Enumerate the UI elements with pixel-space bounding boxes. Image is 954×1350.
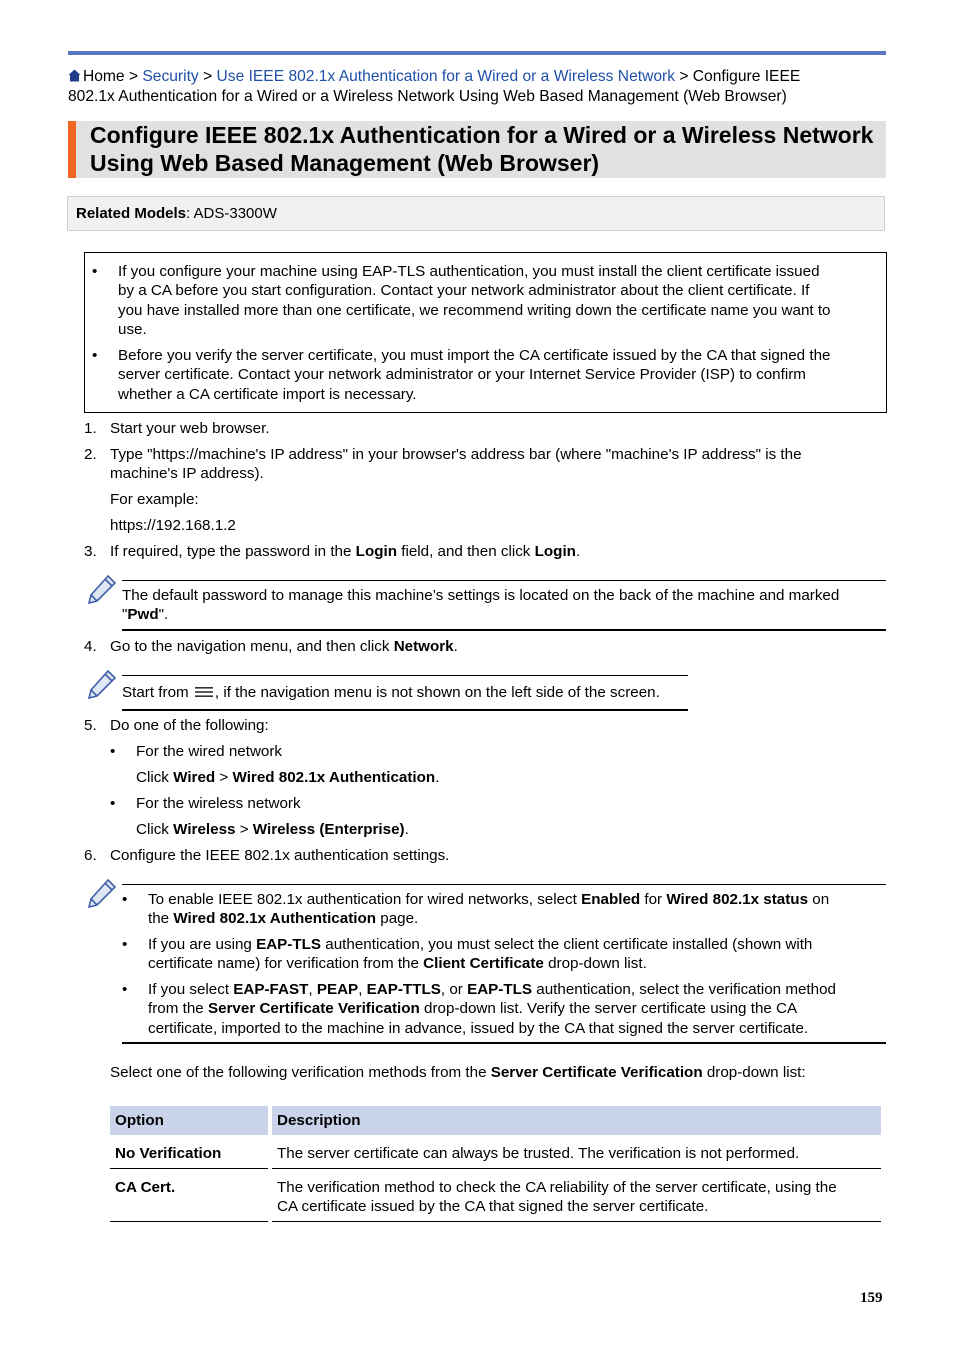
note-text: If you select bbox=[148, 981, 234, 998]
instruction-text: Select one of the following verification methods from the bbox=[110, 1064, 491, 1081]
wired-menu-label: Wired bbox=[173, 769, 216, 786]
select-instruction bbox=[110, 1063, 806, 1082]
note-text: " bbox=[122, 606, 128, 624]
notes-item-text: use. bbox=[118, 320, 147, 338]
note-text: drop-down list. Verify the server certificate using the CA bbox=[419, 1000, 798, 1018]
title-marker bbox=[68, 121, 76, 178]
peap-label: PEAP bbox=[316, 981, 359, 998]
table-header-option: Option bbox=[110, 1106, 268, 1135]
step-number: 6. bbox=[84, 847, 97, 864]
note-text: certificate, imported to the machine in advance, issued by the CA that signed the server certificate. bbox=[148, 1019, 809, 1037]
notes-item-text: whether a CA certificate import is necessary. bbox=[118, 385, 417, 403]
note-text: the bbox=[148, 910, 174, 928]
step-number: 2. bbox=[84, 446, 97, 463]
step-text: field, and then click bbox=[397, 543, 535, 560]
step-text: . bbox=[453, 638, 458, 655]
table-cell-option: No Verification bbox=[115, 1145, 222, 1162]
client-certificate-label: Client Certificate bbox=[423, 955, 544, 973]
step-text: Go to the navigation menu, and then click bbox=[110, 638, 394, 655]
notes-item-text: Before you verify the server certificate, you must import the CA certificate issued by the CA that signed the bbox=[118, 347, 831, 364]
example-url-text: https://192.168.1.2 bbox=[110, 517, 236, 534]
breadcrumb-separator: > bbox=[675, 68, 693, 85]
breadcrumb-separator: > bbox=[124, 68, 143, 85]
pencil-icon bbox=[86, 668, 118, 700]
step-1 bbox=[84, 419, 270, 438]
table-header-description: Description bbox=[272, 1106, 881, 1135]
notes-item-text: If you configure your machine using EAP-TLS authentication, you must install the client certificate issued bbox=[118, 263, 820, 280]
instruction-text: . bbox=[435, 769, 440, 786]
step-text: machine's IP address). bbox=[110, 465, 264, 483]
note-item bbox=[122, 890, 884, 929]
breadcrumb-current-cont: 802.1x Authentication for a Wired or a Wireless Network Using Web Based Management (Web Browser) bbox=[68, 88, 787, 105]
note-text: certificate name) for verification from the bbox=[148, 955, 424, 973]
breadcrumb-use-ieee-link[interactable]: Use IEEE 802.1x Authentication for a Wired or a Wireless Network bbox=[216, 68, 675, 85]
note-text: If you are using bbox=[148, 936, 257, 953]
note-rule-top bbox=[122, 580, 886, 581]
wireless-option bbox=[110, 794, 301, 813]
eap-ttls-label: EAP-TTLS bbox=[366, 981, 441, 998]
wired-option bbox=[110, 742, 283, 761]
note-text: Start from bbox=[122, 684, 193, 701]
step-text: Configure the IEEE 802.1x authentication settings. bbox=[110, 847, 450, 864]
pencil-icon bbox=[86, 877, 118, 909]
note-text: on bbox=[808, 891, 830, 908]
note-rule-bottom bbox=[122, 629, 886, 631]
login-button-label: Login bbox=[534, 543, 576, 560]
eap-tls-label: EAP-TLS bbox=[256, 936, 322, 953]
bullet: • bbox=[122, 981, 128, 998]
breadcrumb-separator: > bbox=[198, 68, 217, 85]
server-cert-verification-label: Server Certificate Verification bbox=[207, 1000, 420, 1018]
page-title-line1: Configure IEEE 802.1x Authentication for a Wired or a Wireless Network bbox=[90, 122, 874, 148]
note-item bbox=[122, 980, 884, 1038]
wireless-instruction bbox=[136, 820, 409, 839]
bullet: • bbox=[122, 891, 128, 908]
step-text: Type "https://machine's IP address" in your browser's address bar (where "machine's IP address" is the bbox=[110, 446, 802, 463]
step-number: 5. bbox=[84, 717, 97, 734]
breadcrumb-home[interactable]: Home bbox=[83, 68, 125, 85]
related-models bbox=[67, 196, 885, 231]
breadcrumb-security-link[interactable]: Security bbox=[142, 68, 199, 85]
notes-item-text: by a CA before you start configuration. Contact your network administrator about the client certificate. If bbox=[118, 282, 810, 300]
pwd-label: Pwd bbox=[127, 606, 159, 624]
note-text: drop-down list. bbox=[543, 955, 647, 973]
wired-instruction bbox=[136, 768, 439, 787]
step-2 bbox=[84, 445, 880, 484]
page-title bbox=[90, 121, 886, 177]
instruction-text: > bbox=[215, 769, 233, 786]
wireless-menu-label: Wireless bbox=[173, 821, 236, 838]
note-text: , bbox=[308, 981, 317, 998]
step-number: 3. bbox=[84, 543, 97, 560]
home-icon[interactable] bbox=[68, 69, 81, 82]
bullet: • bbox=[92, 347, 98, 364]
option-text: For the wired network bbox=[136, 743, 283, 760]
bullet: • bbox=[110, 795, 116, 812]
table-row-divider bbox=[110, 1168, 268, 1169]
note-text: , or bbox=[440, 981, 468, 998]
menu-icon bbox=[195, 686, 213, 698]
step-text: If required, type the password in the bbox=[110, 543, 356, 560]
bullet: • bbox=[122, 936, 128, 953]
wired-auth-page-label: Wired 802.1x Authentication bbox=[173, 910, 377, 928]
wireless-enterprise-menu-label: Wireless (Enterprise) bbox=[252, 821, 405, 838]
notes-item-text: server certificate. Contact your network administrator or your Internet Service Provider (ISP) to confirm bbox=[118, 366, 806, 384]
page-number: 159 bbox=[860, 1290, 883, 1306]
example-url bbox=[110, 516, 236, 535]
bullet: • bbox=[110, 743, 116, 760]
pencil-icon bbox=[86, 573, 118, 605]
notes-item bbox=[92, 262, 878, 339]
step-5 bbox=[84, 716, 269, 735]
table-cell-text: The verification method to check the CA reliability of the server certificate, using the bbox=[277, 1179, 837, 1196]
note-text: for bbox=[640, 891, 667, 908]
notes-item-text: you have installed more than one certificate, we recommend writing down the certificate name you want to bbox=[118, 301, 831, 319]
bullet: • bbox=[92, 263, 98, 280]
instruction-text: > bbox=[235, 821, 253, 838]
table-row-divider bbox=[110, 1221, 268, 1222]
step-number: 1. bbox=[84, 420, 97, 437]
wired-status-label: Wired 802.1x status bbox=[666, 891, 809, 908]
note-item bbox=[122, 935, 884, 974]
page-title-box bbox=[68, 121, 886, 178]
note-rule-top bbox=[122, 884, 886, 885]
notes-item bbox=[92, 346, 878, 404]
related-models-value: : ADS-3300W bbox=[186, 205, 277, 222]
breadcrumb bbox=[68, 67, 886, 107]
page-title-line2: Using Web Based Management (Web Browser) bbox=[90, 150, 600, 176]
note-text: , if the navigation menu is not shown on the left side of the screen. bbox=[214, 684, 660, 701]
note-rule-bottom bbox=[122, 709, 688, 711]
note-default-password bbox=[122, 586, 886, 625]
note-rule-top bbox=[122, 675, 688, 676]
instruction-text: . bbox=[404, 821, 409, 838]
instruction-text: Click bbox=[136, 821, 174, 838]
step-text: Do one of the following: bbox=[110, 717, 269, 734]
note-rule-bottom bbox=[122, 1042, 886, 1044]
table-cell-description bbox=[277, 1178, 877, 1217]
enabled-label: Enabled bbox=[581, 891, 641, 908]
table-cell-text: The server certificate can always be trusted. The verification is not performed. bbox=[277, 1145, 800, 1162]
note-text: , bbox=[358, 981, 367, 998]
wired-auth-menu-label: Wired 802.1x Authentication bbox=[232, 769, 436, 786]
network-menu-label: Network bbox=[393, 638, 454, 655]
table-cell-option: CA Cert. bbox=[115, 1179, 176, 1196]
server-cert-verification-label: Server Certificate Verification bbox=[490, 1064, 703, 1081]
top-accent-bar bbox=[68, 51, 886, 55]
example-label-text: For example: bbox=[110, 491, 199, 508]
note-text: ". bbox=[158, 606, 169, 624]
note-text: authentication, select the verification method bbox=[532, 981, 836, 998]
example-label bbox=[110, 490, 199, 509]
step-3 bbox=[84, 542, 581, 561]
note-text: from the bbox=[148, 1000, 208, 1018]
step-number: 4. bbox=[84, 638, 97, 655]
step-6 bbox=[84, 846, 450, 865]
step-text: Start your web browser. bbox=[110, 420, 270, 437]
related-models-label: Related Models bbox=[76, 205, 187, 222]
step-4 bbox=[84, 637, 458, 656]
table-row-divider bbox=[272, 1221, 881, 1222]
eap-tls-label: EAP-TLS bbox=[467, 981, 533, 998]
note-text: page. bbox=[376, 910, 419, 928]
step-text: . bbox=[575, 543, 581, 560]
eap-fast-label: EAP-FAST bbox=[233, 981, 309, 998]
instruction-text: Click bbox=[136, 769, 174, 786]
note-text: To enable IEEE 802.1x authentication for wired networks, select bbox=[148, 891, 582, 908]
instruction-text: drop-down list: bbox=[702, 1064, 806, 1081]
option-text: For the wireless network bbox=[136, 795, 301, 812]
note-text: authentication, you must select the client certificate installed (shown with bbox=[321, 936, 813, 953]
table-row-divider bbox=[272, 1168, 881, 1169]
login-field-label: Login bbox=[355, 543, 397, 560]
table-cell-text: CA certificate issued by the CA that signed the server certificate. bbox=[277, 1198, 709, 1216]
note-navigation-menu bbox=[122, 683, 660, 702]
table-cell-description bbox=[277, 1144, 877, 1163]
note-text: The default password to manage this machine’s settings is located on the back of the machine and marked bbox=[122, 587, 840, 604]
breadcrumb-current: Configure IEEE bbox=[692, 68, 801, 85]
